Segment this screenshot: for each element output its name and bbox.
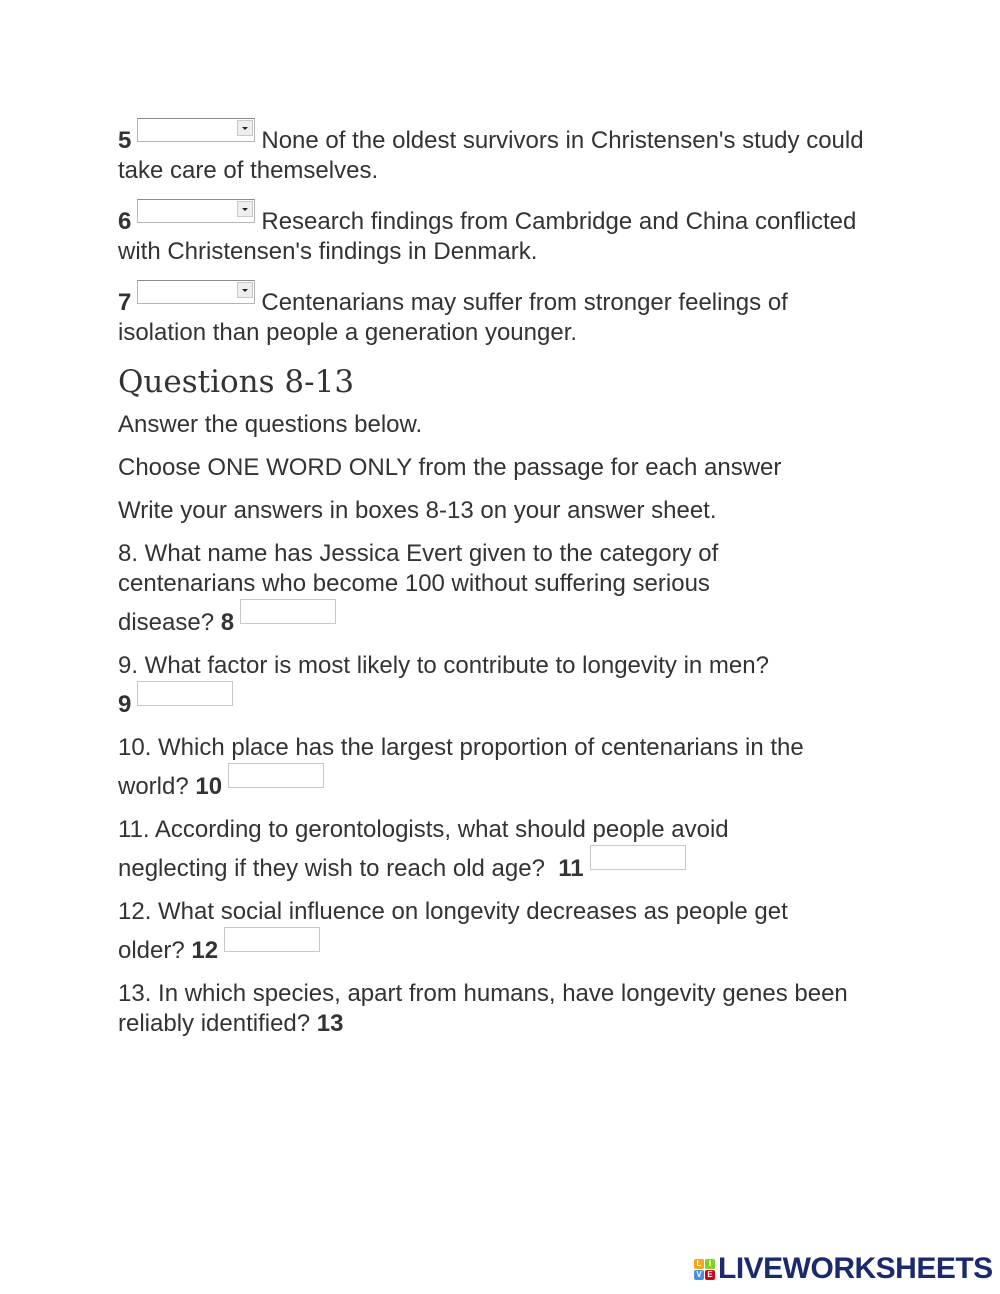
answer-input-8[interactable]	[240, 599, 336, 624]
instruction-line: Choose ONE WORD ONLY from the passage for each answer	[118, 454, 782, 481]
question-number: 7	[118, 289, 132, 316]
answer-label: 9	[118, 691, 132, 718]
answer-input-12[interactable]	[224, 927, 320, 952]
question-9	[118, 651, 778, 720]
logo-mark-cell: V	[694, 1270, 704, 1280]
question-12	[118, 897, 858, 966]
answer-input-11[interactable]	[590, 845, 686, 870]
question-13	[118, 979, 858, 1039]
logo-text: LIVEWORKSHEETS	[718, 1252, 993, 1285]
answer-dropdown-5[interactable]	[137, 118, 255, 142]
logo-mark-cell: L	[694, 1259, 704, 1269]
logo-mark-cell: I	[705, 1259, 715, 1269]
instruction-line: Write your answers in boxes 8-13 on your answer sheet.	[118, 497, 717, 524]
question-text: 11. According to gerontologists, what should people avoid neglecting if they wish to reach old age?	[118, 816, 729, 882]
question-text: 10. Which place has the largest proportion of centenarians in the world?	[118, 734, 804, 800]
answer-label: 12	[191, 937, 219, 964]
logo-mark-cell: E	[705, 1270, 715, 1280]
answer-dropdown-6[interactable]	[137, 199, 255, 223]
question-text: None of the oldest survivors in Christensen's study could take care of themselves.	[118, 127, 864, 184]
answer-input-9[interactable]	[137, 681, 233, 706]
question-6	[118, 199, 878, 267]
chevron-down-icon[interactable]	[237, 120, 253, 136]
logo-mark-icon	[694, 1259, 715, 1280]
question-7	[118, 280, 878, 348]
question-8	[118, 539, 798, 638]
question-number: 5	[118, 127, 132, 154]
question-text: 9. What factor is most likely to contribute to longevity in men?	[118, 652, 769, 679]
question-text: Centenarians may suffer from stronger feelings of isolation than people a generation younger.	[118, 289, 788, 346]
answer-label: 8	[220, 609, 235, 636]
question-text: 13. In which species, apart from humans, have longevity genes been reliably identified?	[118, 980, 848, 1037]
question-text: Research findings from Cambridge and China conflicted with Christensen's findings in Denmark.	[118, 208, 857, 265]
question-10	[118, 733, 878, 802]
answer-label: 10	[195, 773, 223, 800]
chevron-down-icon[interactable]	[237, 201, 253, 217]
question-11	[118, 815, 808, 884]
answer-label: 11	[558, 855, 584, 882]
question-text: 12. What social influence on longevity decreases as people get older?	[118, 898, 788, 964]
liveworksheets-logo	[694, 1252, 993, 1286]
question-5	[118, 118, 878, 186]
instruction-line: Answer the questions below.	[118, 411, 423, 438]
chevron-down-icon[interactable]	[237, 282, 253, 298]
answer-dropdown-7[interactable]	[137, 280, 255, 304]
worksheet-page	[118, 118, 878, 1052]
question-text: 8. What name has Jessica Evert given to the category of centenarians who become 100 without suffering serious disease?	[118, 540, 719, 636]
section-heading: Questions 8-13	[118, 364, 355, 400]
question-number: 6	[118, 208, 132, 235]
answer-label: 13	[316, 1010, 344, 1037]
answer-input-10[interactable]	[228, 763, 324, 788]
